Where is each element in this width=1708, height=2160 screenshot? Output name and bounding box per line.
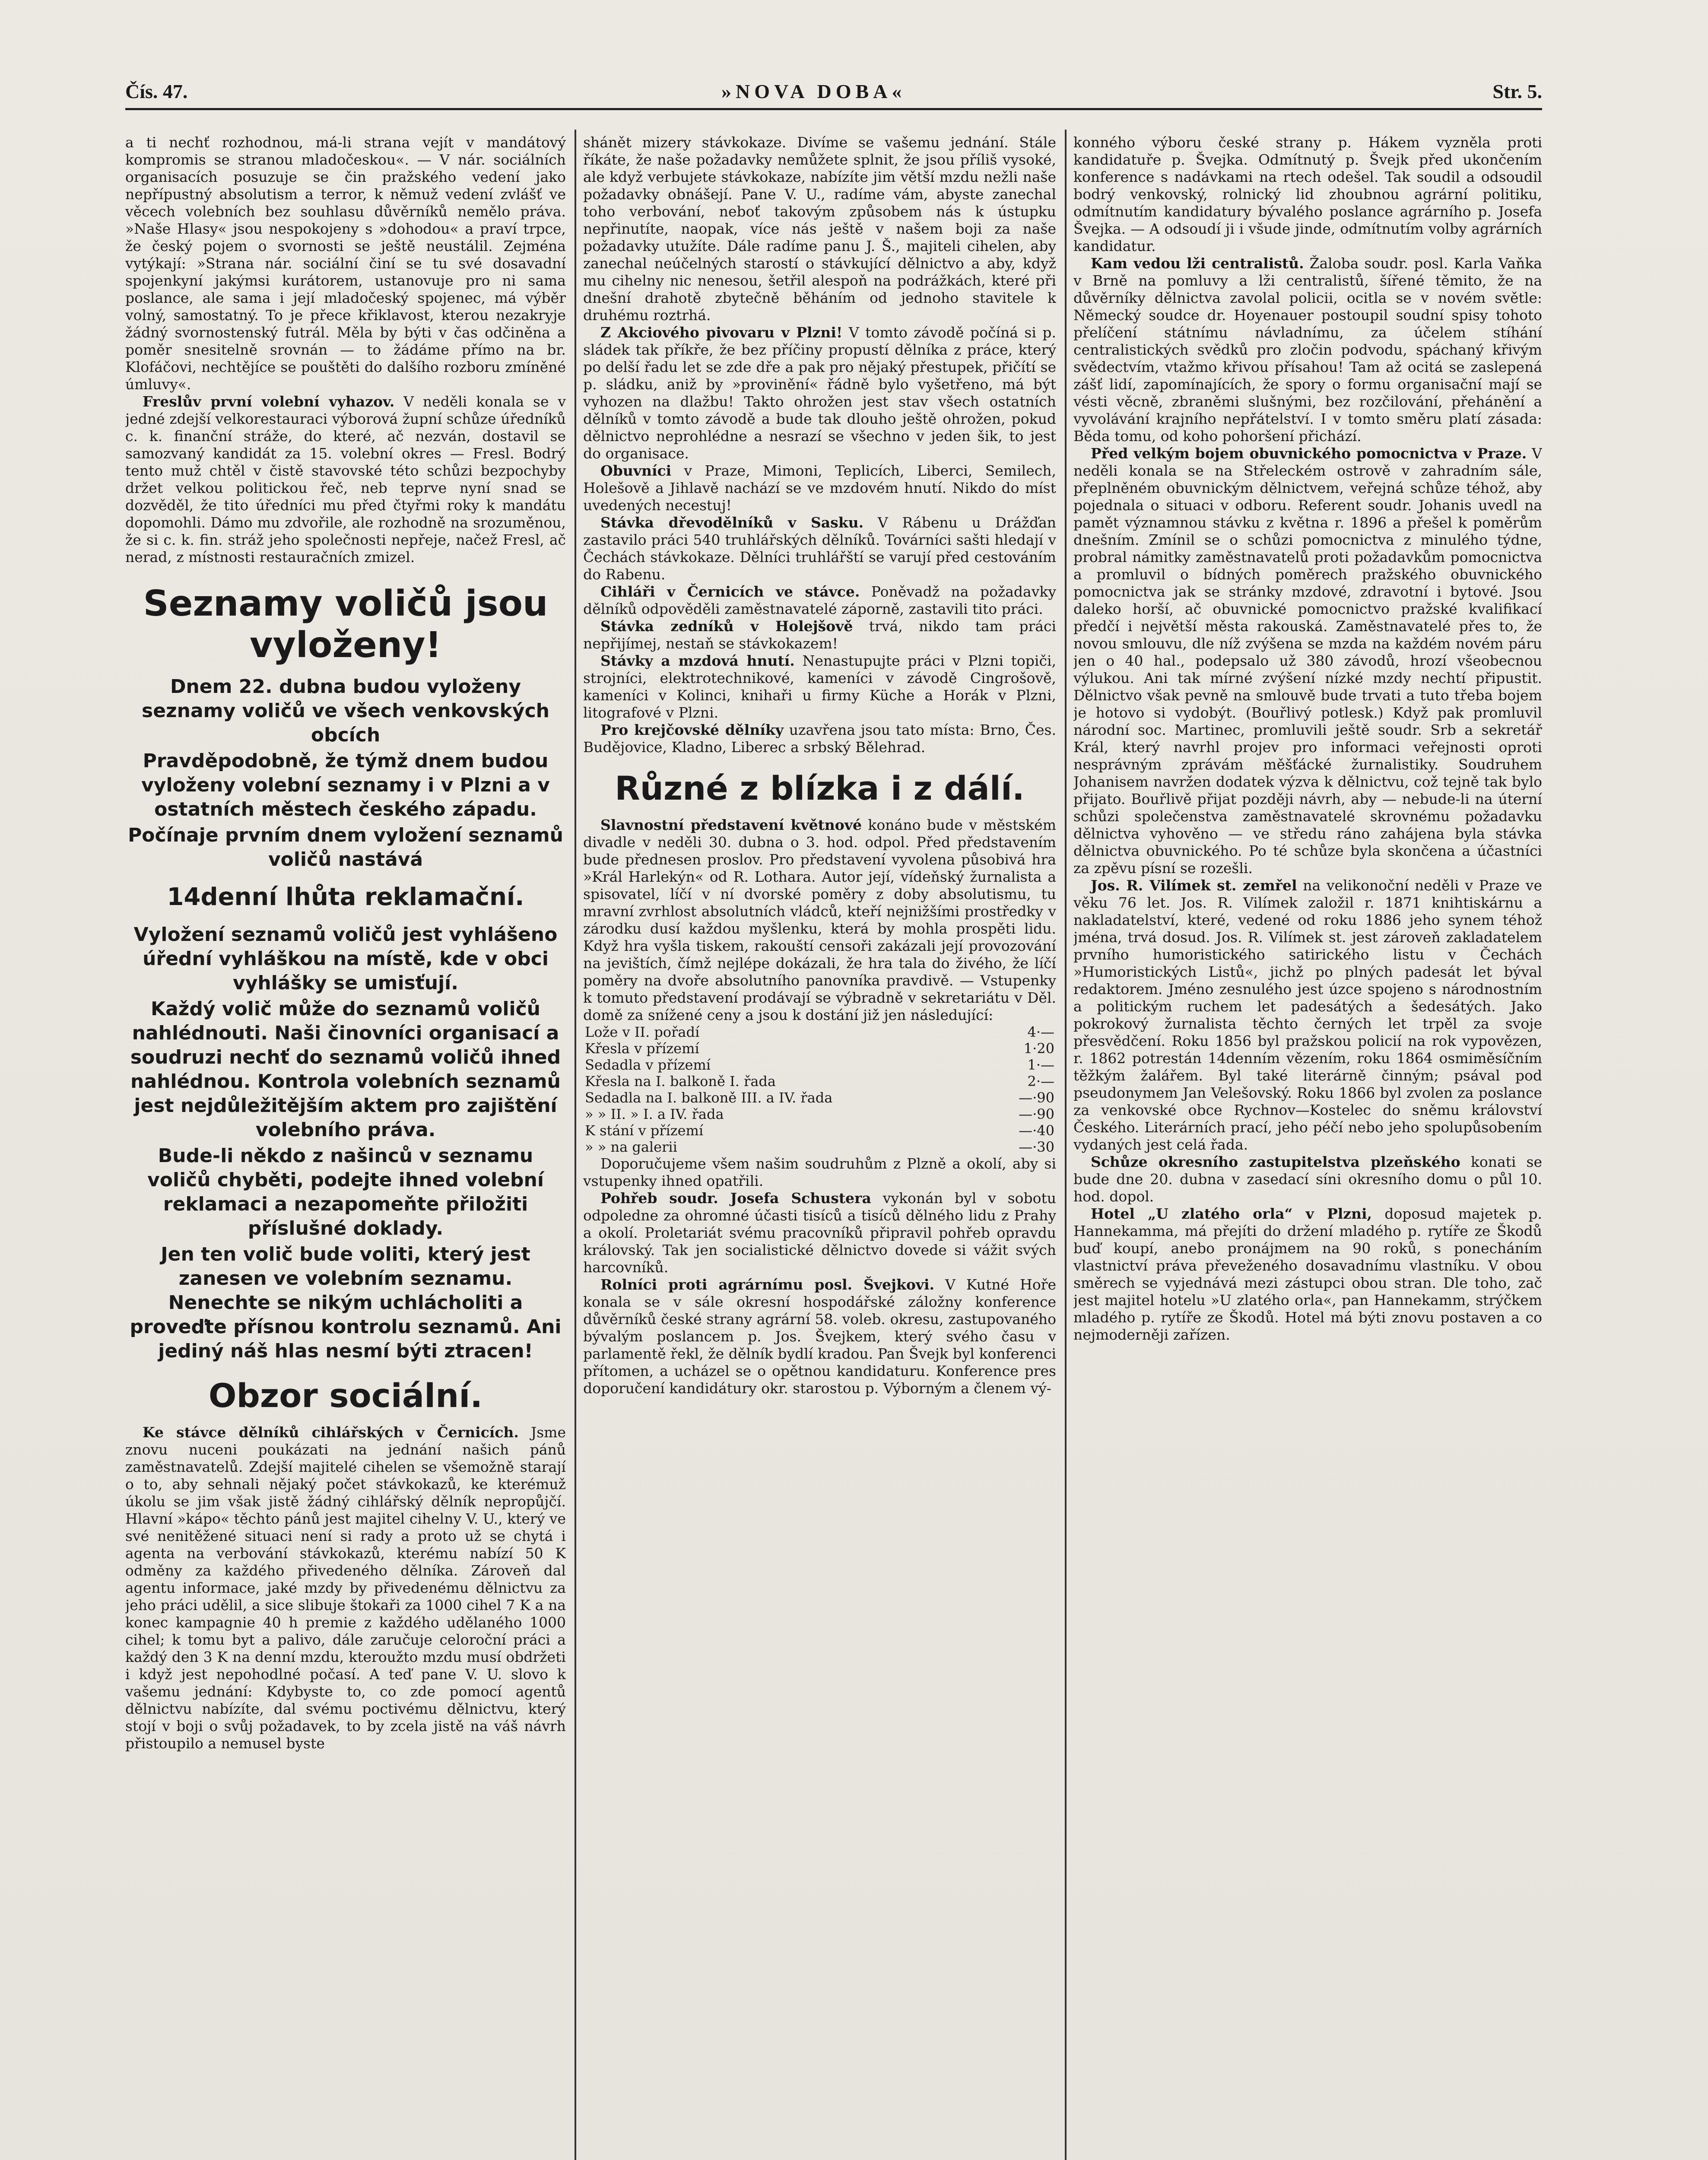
article-heading: Schůze okresního zastupitelstva plzeňského [1091, 1153, 1460, 1170]
article-text: Žaloba soudr. posl. Karla Vaňka v Brně na pomluvy a lži centralistů, šířené těmito, že na důvěrníky dělnictva zavolal policii, ocitla se v novém světle: Německý soudce dr. Hoyenauer postoupil soudní spisy tohoto přelíčení státnímu návladnímu, za účelem stíhání centralistických svědků pro zločin podvodu, spáchaný křivým svědectvím, vtažmo křivou přísahou! Tam až ocitá se zaslepená zášť lidí, zapomínajících, že spory o formu organisační mají se vésti věcně, zbraněmi slušnými, bez rozčilování, přehánění a vyvolávání krajního nepřátelství. I v tomto směru platí zásada: Běda tomu, od koho pohoršení přichází. [1073, 255, 1542, 445]
article-text: vykonán byl v sobotu odpoledne za ohromné účasti tisíců a tisíců dělného lidu z Prahy a okolí. Proletariát svému pracovníků připravil pohřeb opravdu královský. Tak jen socialistické dělnictvo dovede si vážit svých harcovníků. [583, 1190, 1056, 1276]
notice-block: Dnem 22. dubna budou vyloženy seznamy voličů ve všech venkovských obcích [142, 676, 549, 746]
ticket-row [583, 1073, 1056, 1090]
ticket-seat-name: » » na galerii [585, 1139, 677, 1155]
article-heading: Ke stávce dělníků cihlářských v Černicích. [143, 1424, 519, 1441]
article-paragraph: shánět mizery stávkokaze. Divíme se vašemu jednání. Stále říkáte, že naše požadavky nemůžete splnit, že jsou příliš vysoké, ale když verbujete stávkokaze, nabízíte jim větší mzdu nežli naše požadavky obnášejí. Pane V. U., radíme vám, abyste zanechal toho verbování, neboť takovým způsobem nás k ústupku nepřinutíte, naopak, více nás ještě v našem boji za naše požadavky utužíte. Dále radíme panu J. Š., majiteli cihelen, aby zanechal neúčelných starostí o stávkující dělnictvo a aby, když mu cihelny nic nenesou, šetřil alespoň na podrážkách, které při dnešní drahotě zbytečně běháním od jednoho stavitele k druhému roztrhá. [583, 134, 1056, 324]
ticket-seat-name: Lože v II. pořadí [585, 1024, 700, 1040]
column-divider [1065, 130, 1067, 2160]
article-text: uzavřena jsou tato místa: Brno, Čes. Budějovice, Kladno, Liberec a srbský Bělehrad. [583, 721, 1056, 756]
article-heading: Jos. R. Vilímek st. zemřel [1091, 877, 1297, 894]
article-text: na velikonoční neděli v Praze ve věku 76 let. Jos. R. Vilímek založil r. 1871 knihtiskárnu a nakladatelství, které, vedené od roku 1886 jeho synem téhož jména, trvá dosud. Jos. R. Vilímek st. jest zároveň zakladatelem prvního humoristického satirického listu v Čechách »Humoristických Listů«, jichž po plných padesát let býval redaktorem. Jméno zesnulého jest úzce spojeno s národnostním a politickým ruchem let padesátých a šedesátých. Jako pokrokový žurnalista těchto černých let trpěl za svoje přesvědčení. Roku 1856 byl pražskou policií na rok vypovězen, r. 1862 potrestán 14denním vězením, roku 1864 osmiměsíčním těžkým žalářem. Byl také literárně činným; psával pod pseudonymem Jan Velešovský. Roku 1866 byl zvolen za poslance za venkovské obce Rychnov—Kostelec do sněmu království Českého. Literárních prací, jeho péčí nebo jeho spolupůsobením vydaných jest celá řada. [1073, 877, 1542, 1153]
article-text: doposud majetek p. Hannekamma, má přejíti do držení mladého p. rytíře ze Škodů buď koupí, anebo pronájmem na 90 roků, s ponecháním vlastnictví práva převeženého dosavadnímu vlastníku. V obou směrech se vyjednává mezi zástupci obou stran. Dle toho, zač jest majitel hotelu »U zlatého orla«, pan Hannekamm, strýčkem mladého p. rytíře ze Škodů. Hotel má býti znovu postaven a co nejmoderněji zařízen. [1073, 1205, 1542, 1343]
section-title-obzor: Obzor sociální. [208, 1376, 483, 1415]
article-paragraph: konného výboru české strany p. Hákem vyzněla proti kandidatuře p. Švejka. Odmítnutý p. Švejk před ukončením konference s nadávkami na rtech odešel. Tak soudil a odsoudil bodrý venkovský, rolnický lid zhoubnou agrární politiku, odmítnutím kandidatury bývalého poslance agrárního p. Josefa Švejka. — A odsoudí ji i všude jinde, odmítnutím volby agrárních kandidatur. [1073, 134, 1542, 254]
ticket-seat-name: Křesla v přízemí [585, 1040, 699, 1057]
article-heading: Stávka dřevodělníků v Sasku. [600, 514, 864, 531]
issue-number: Čís. 47. [125, 80, 188, 102]
ticket-row [583, 1040, 1056, 1057]
ticket-price: —·90 [1019, 1106, 1054, 1122]
article-heading: Stávky a mzdová hnutí. [600, 652, 795, 669]
article-heading: Obuvníci [600, 462, 672, 479]
article-text: Jsme znovu nuceni poukázati na jednání našich pánů zaměstnavatelů. Zdejší majitelé cihelen se všemožně starají o to, aby sehnali nějaký počet stávkokazů, ke kterémuž úkolu se jim však jistě žádný cihlářský dělník nepropůjčí. Hlavní »kápo« těchto pánů jest majitel cihelny V. U., který ve své nenitěžené situaci není si rady a proto už se chytá i agenta na verbování stávkokazů, kterému nabízí 50 K odměny za každého přivedeného dělníka. Zároveň dal agentu informace, jaké mzdy by přivedenému dělnictvu za jeho práci udělil, a sice slibuje štokaři za 1000 cihel 7 K a na konec kampagnie 40 h premie z každého udělaného 1000 cihel; k tomu byt a palivo, dále zaručuje celoroční práci a každý den 3 K na denní mzdu, kteroužto mzdu musí obdržeti i když jest nepohodlné počasí. A teď pane V. U. slovo k vašemu jednání: Kdybyste to, co zde pomocí agentů dělnictvu nabízíte, dal svému poctivému dělnictvu, který stojí v boji o svůj požadavek, to by zcela jistě na váš návrh přistoupilo a nemusel byste [125, 1424, 566, 1752]
notice-block: Jen ten volič bude voliti, který jest zanesen ve volebním seznamu. Nenechte se nikým uchlácholiti a proveďte přísnou kontrolu seznamů. Ani jediný náš hlas nesmí býti ztracen! [130, 1243, 562, 1362]
page-header [125, 76, 1542, 106]
article-text: Poněvadž na požadavky dělníků odpověděli zaměstnavatelé záporně, zastavili tito práci. [583, 583, 1056, 617]
article-text: V neděli konala se v jedné zdejší velkorestauraci výborová župní schůze úředníků c. k. finanční stráže, do které, ač nezván, dostavil se samozvaný kandidát za 15. volební okres — Fresl. Bodrý tento muž chtěl v čistě stavovské této schůzi bezpochyby držet velkou politickou řeč, neb teprve nyní snad se dozvěděl, že tito úředníci mu před čtyřmi roky k mandátu dopomohli. Dámo mu zdvořile, ale rozhodně na srozuměnou, že si c. k. fin. stráž jeho společnosti nepřeje, načež Fresl, ač nerad, z místnosti restauračních zmizel. [125, 393, 566, 565]
article-text: V Kutné Hoře konala se v sále okresní hospodářské záložny konference důvěrníků české strany agrární 58. voleb. okresu, zastupovaného bývalým poslancem p. Jos. Švejkem, který svého času v parlamentě řekl, že dělník bydlí kradou. Pan Švejk byl konferenci přítomen, a ucházel se o opětnou kandidaturu. Konference pres doporučení kandidátury okr. starostou p. Výborným a členem vý- [583, 1276, 1056, 1397]
ticket-seat-name: » » II. » I. a IV. řada [585, 1106, 724, 1122]
ticket-row [583, 1024, 1056, 1040]
article-heading: Před velkým bojem obuvnického pomocnictva v Praze. [1091, 445, 1527, 462]
article-text: konati se bude dne 20. dubna v zasedací síni okresního domu o půl 10. hod. dopol. [1073, 1153, 1542, 1205]
column-3 [1073, 134, 1542, 2160]
article-text: V neděli konala se na Střeleckém ostrově v zahradním sále, přeplněném obuvnickým dělnictvem, veřejná schůze téhož, aby pojednala o situaci v odboru. Referent soudr. Johanis uvedl na pamět významnou stávku z května r. 1896 a přešel k poměrům dnešním. Zmínil se o schůzi pomocnictva z minulého týdne, probral námitky zaměstnavatelů proti požadavkům pomocnictva a promluvil o bídných poměrech pražského obuvnického pomocnictva jak se stránky mzdové, zdravotní i bytové. Jsou daleko horší, ač obuvnické pomocnictvo pražské kvalifikací předčí i největší města rakouská. Zaměstnavatelé přes to, že novou smlouvu, dle níž zvýšena se mzda na každém novém páru jen o 40 hal., podepsalo už 380 závodů, hrozí všeobecnou výlukou. Ani tak mírné zvýšení nízké mzdy nechtí připustit. Dělnictvo však pevně na smlouvě bude trvati a tuto třeba bojem je hotovo si vydobýt. (Bouřlivý potlesk.) Když pak promluvil národní soc. Martinec, promluvili ještě soudr. Srb a sekretář Král, který navrhl projev pro informaci veřejnosti oproti nesprávným zprávám měšťácké žurnalistiky. Soudruhem Johanisem navržen dodatek výzva k dělnictvu, což tejně tak bylo přijato. Bouřlivě přijat později návrh, aby — nebude-li na úterní schůzi společenstva zaměstnavatelé skrovnému požadavku dělnictva vyhověno — ve středu ráno zahájena byla stávka dělnictva obuvnického. Po té schůze byla skončena a účastníci za zpěvu písní se rozešli. [1073, 445, 1542, 877]
article-paragraph: a ti nechť rozhodnou, má-li strana vejít v mandátový kompromis se stranou mladočeskou«. — V nár. sociálních organisacích posuzuje se čin pražského vedení jako nepřípustný absolutism a terror, k němuž vedení zvlášť ve věcech volebních bez souhlasu důvěrníků nemělo práva. »Naše Hlasy« jsou nespokojeny s »dohodou« a praví trpce, že český pojem o svornosti se ještě neustálil. Zejména vytýkají: »Strana nár. sociální činí se tu své dosavadní spojenkyní jakýmsi kurátorem, ustanovuje pro ni sama poslance, ale sama i její mladočeský spojenec, má výběr volný, samostatný. To je přece křiklavost, kterou nezakryje žádný svornostenský futrál. Měla by býti v čas odčiněna a poměr snesitelně srovnán — to žádáme přímo na br. Klofáčovi, nechtějíce se pouštěti do dalšího rozboru zmíněné úmluvy«. [125, 134, 566, 393]
article-paragraph: Doporučujeme všem našim soudruhům z Plzně a okolí, aby si vstupenky ihned opatřili. [583, 1155, 1056, 1189]
article-heading: Stávka zedníků v Holejšově [600, 618, 853, 635]
page-number: Str. 5. [1492, 80, 1542, 102]
article-text: konáno bude v městském divadle v neděli 30. dubna o 3. hod. odpol. Před představením bude přednesen proslov. Pro představení vyvolena působivá hra »Král Harlekýn« od R. Lothara. Autor její, vídeňský žurnalista a spisovatel, líčí v ní dvorské poměry z doby absolutismu, tu mravní zvrhlost absolutních vládců, kteří nejnižšími prostředky v zárodku dusí každou myšlenku, která by mohla prospěti lidu. Když hra vyšla tiskem, rakouští censoři zakázali její provozování na jevištích, čímž nejlépe dokázali, že hra tala do živého, že líčí poměry na dvoře absolutního panovníka pravdivě. — Vstupenky k tomuto představení prodávají se výbradně v sekretariátu v Děl. domě za snížené ceny a jsou k dostání již jen následující: [583, 816, 1056, 1023]
article-heading: Pro krejčovské dělníky [600, 721, 784, 738]
ticket-price: —·90 [1019, 1090, 1054, 1106]
voter-lists-banner: Seznamy voličů jsou vyloženy! [143, 583, 548, 666]
article-text: V Rábenu u Drážďan zastavilo práci 540 truhlářských dělníků. Továrníci sašti hledají v Čechách stávkokaze. Dělníci truhlářští se varují před cestováním do Rabenu. [583, 514, 1056, 583]
ticket-row [583, 1057, 1056, 1073]
article-heading: Slavnostní představení květnové [600, 816, 862, 833]
article-heading: Freslův první volební vyhazov. [143, 393, 395, 410]
column-divider [575, 130, 576, 2160]
column-2 [583, 134, 1056, 2160]
column-1 [125, 134, 566, 2160]
article-text: V tomto závodě počíná si p. sládek tak příkře, že bez příčiny propustí dělníka z práce, který po delší řadu let se zde dře a pak pro nějaký přestupek, přičítí se p. sládku, aniž by »provinění« řádně bylo vyšetřeno, má být vyhozen na dlažbu! Takto ohrožen jest stav všech ostatních dělníků v tomto závodě a bude tak dlouho ještě ohrožen, pokud dělnictvo neprohlédne a nesrazí se všechno v jeden šik, to jest do organisace. [583, 324, 1056, 462]
reclamation-deadline: 14denní lhůta reklamační. [167, 883, 524, 911]
ticket-seat-name: Sedadla v přízemí [585, 1057, 711, 1073]
article-text: Nenastupujte práci v Plzni topiči, strojníci, elektrotechnikové, kameníci v závodě Cingrošově, kameníci v Kolinci, knihaři u firmy Küche a Horák v Plzni, litografové v Plzni. [583, 652, 1056, 721]
ticket-price: —·40 [1019, 1122, 1054, 1139]
ticket-price: 1·20 [1023, 1040, 1054, 1057]
notice-block: Počínaje prvním dnem vyložení seznamů voličů nastává [128, 824, 563, 870]
notice-block: Každý volič může do seznamů voličů nahlédnouti. Naši činovníci organisací a soudruzi nechť do seznamů voličů ihned nahlédnou. Kontrola volebních seznamů jest nejdůležitějším aktem pro zajištění volebního práva. [130, 998, 561, 1141]
ticket-row [583, 1122, 1056, 1139]
ticket-row [583, 1106, 1056, 1122]
ticket-seat-name: Křesla na I. balkoně I. řada [585, 1073, 776, 1090]
article-text: trvá, nikdo tam práci nepřijímej, nestaň se stávkokazem! [583, 618, 1056, 652]
ticket-price: 4·— [1027, 1024, 1054, 1040]
ticket-price: 1·— [1027, 1057, 1054, 1073]
notice-block: Bude-li někdo z našinců v seznamu voličů chyběti, podejte ihned volební reklamaci a nezapomeňte přiložiti příslušné doklady. [147, 1145, 544, 1239]
ticket-row [583, 1139, 1056, 1155]
masthead-title: »NOVA DOBA« [721, 80, 906, 102]
ticket-price: 2·— [1027, 1073, 1054, 1090]
article-text: v Praze, Mimoni, Teplicích, Liberci, Semilech, Holešově a Jihlavě nachází se ve mzdovém hnutí. Nikdo do míst uvedených necestuj! [583, 462, 1056, 514]
ticket-price-table [583, 1024, 1056, 1155]
article-heading: Rolníci proti agrárnímu posl. Švejkovi. [600, 1276, 935, 1293]
header-rule [125, 108, 1542, 110]
notice-block: Vyložení seznamů voličů jest vyhlášeno úřední vyhláškou na místě, kde v obci vyhlášky se umisťují. [133, 924, 558, 994]
article-heading: Kam vedou lži centralistů. [1091, 255, 1304, 272]
article-heading: Cihláři v Černicích ve stávce. [600, 583, 860, 600]
article-heading: Pohřeb soudr. Josefa Schustera [600, 1190, 871, 1207]
ticket-seat-name: Sedadla na I. balkoně III. a IV. řada [585, 1090, 833, 1106]
ticket-price: —·30 [1019, 1139, 1054, 1155]
ticket-seat-name: K stání v přízemí [585, 1122, 704, 1139]
article-heading: Z Akciového pivovaru v Plzni! [600, 324, 843, 341]
ticket-row [583, 1090, 1056, 1106]
section-title-ruzne: Různé z blízka i z dálí. [615, 769, 1025, 807]
notice-block: Pravděpodobně, že týmž dnem budou vyloženy volební seznamy i v Plzni a v ostatních městech českého západu. [141, 750, 550, 820]
article-heading: Hotel „U zlatého orla“ v Plzni, [1091, 1205, 1372, 1222]
